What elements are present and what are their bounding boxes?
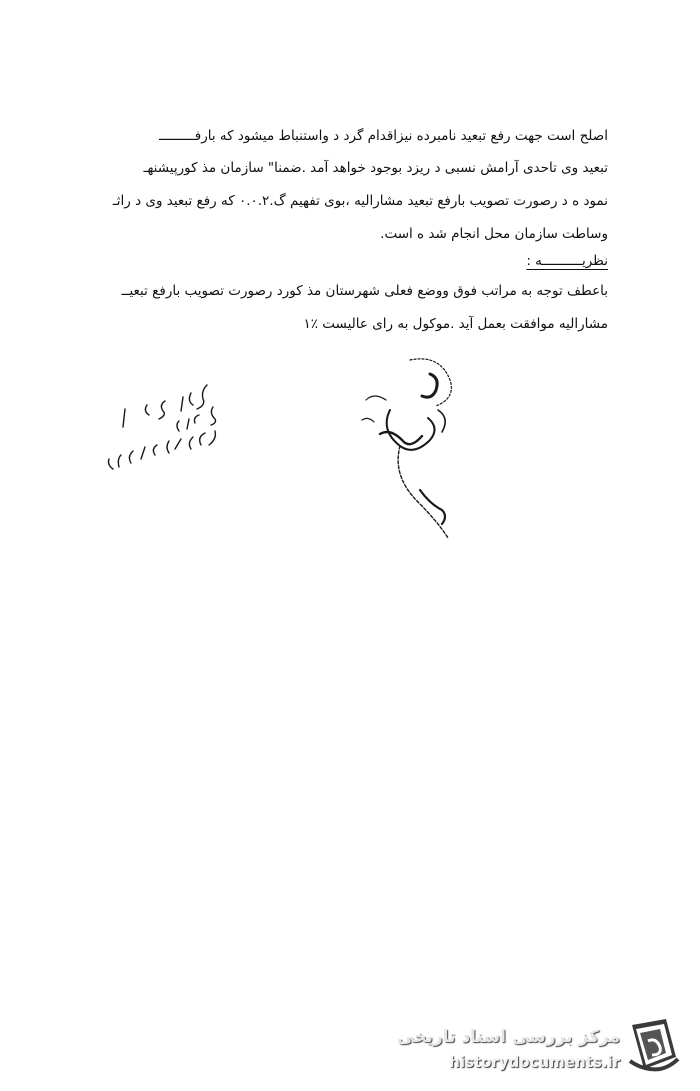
watermark-title: مرکز بررسی اسناد تاریخی (397, 1027, 620, 1047)
document-logo-icon (626, 1017, 682, 1079)
opinion-line-1: باعطف توجه به مراتب فوق ووضع فعلی شهرستان مذ کورد رصورت تصویب بارفع تبعیــ (121, 283, 608, 299)
signature (350, 350, 480, 550)
opinion-heading-text: نظریــــــــــه : (526, 253, 608, 269)
handwritten-note (95, 375, 235, 485)
body-line-3: نمود ه د رصورت تصویب بارفع تبعید مشارالیه ،بوی تفهیم گ.۰.۰.۲ که رفع تبعید وی د راثـ (112, 193, 608, 209)
body-line-2: تبعید وی تاحدی آرامش نسبی د ریزد بوجود خواهد آمد .ضمنا" سازمان مذ کورپیشنهـ (143, 160, 608, 176)
watermark-url: historydocuments.ir (449, 1053, 620, 1071)
opinion-line-2: مشارالیه موافقت بعمل آید .موکول به رای عالیست ٪۱ (303, 316, 608, 332)
body-line-4: وساطت سازمان محل انجام شد ه است. (380, 226, 608, 242)
body-line-1: اصلح است جهت رفع تبعید نامبرده نیزاقدام گرد د واستنباط میشود که بارفـــــــــ (159, 128, 608, 144)
watermark (397, 1017, 682, 1079)
opinion-heading (88, 253, 608, 269)
